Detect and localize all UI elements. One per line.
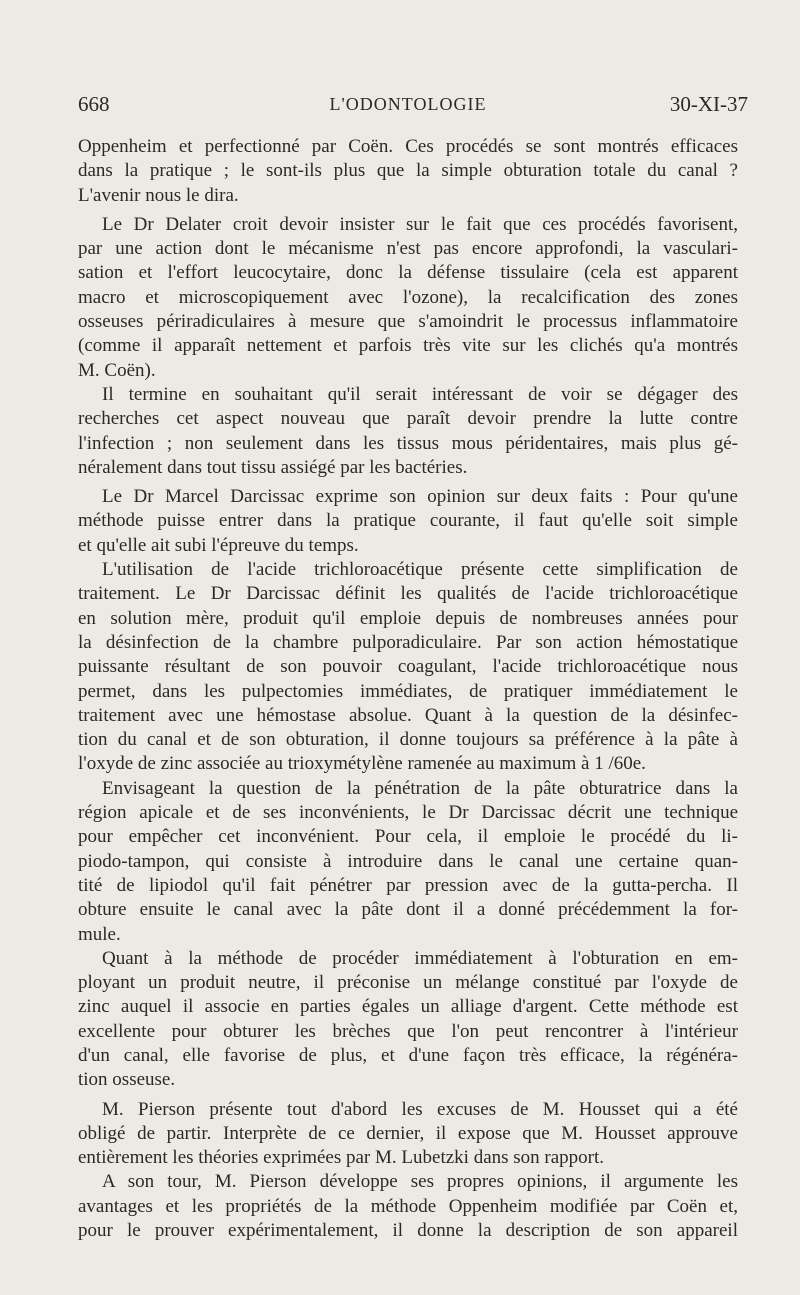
text-line: d'un canal, elle favorise de plus, et d'une façon très efficace, la régénéra- [78,1044,738,1066]
text-line: traitement avec une hémostase absolue. Quant à la question de la désinfec- [78,704,738,726]
text-line: l'infection ; non seulement dans les tissus mous péridentaires, mais plus gé- [78,432,738,454]
text-line: sation et l'effort leucocytaire, donc la défense tissulaire (cela est apparent [78,262,738,284]
text-line: Le Dr Marcel Darcissac exprime son opinion sur deux faits : Pour qu'une [102,486,738,508]
text-line: M. Coën). [78,359,156,381]
text-line: A son tour, M. Pierson développe ses propres opinions, il argumente les [102,1171,738,1193]
text-line: avantages et les propriétés de la méthode Oppenheim modifiée par Coën et, [78,1195,738,1217]
text-line: M. Pierson présente tout d'abord les excuses de M. Housset qui a été [102,1098,738,1120]
text-line: néralement dans tout tissu assiégé par les bactéries. [78,456,468,478]
text-line: Quant à la méthode de procéder immédiatement à l'obturation en em- [102,947,738,969]
text-line: par une action dont le mécanisme n'est pas encore approfondi, la vasculari- [78,238,738,260]
page-number: 668 [78,92,110,116]
text-line: dans la pratique ; le sont-ils plus que la simple obturation totale du canal ? [78,160,738,182]
text-line: Envisageant la question de la pénétration de la pâte obturatrice dans la [102,777,738,799]
issue-date: 30-XI-37 [669,92,748,116]
text-line: méthode puisse entrer dans la pratique courante, il faut qu'elle soit simple [78,510,738,532]
text-line: en solution mère, produit qu'il emploie depuis de nombreuses années pour [78,607,738,629]
text-line: obligé de partir. Interprète de ce dernier, il expose que M. Housset approuve [78,1122,738,1144]
text-line: et qu'elle ait subi l'épreuve du temps. [78,534,359,556]
text-line: puissante résultant de son pouvoir coagulant, l'acide trichloroacétique nous [78,656,738,678]
text-line: macro et microscopiquement avec l'ozone), la recalcification des zones [78,286,738,308]
text-line: tion osseuse. [78,1069,176,1091]
text-line: région apicale et de ses inconvénients, le Dr Darcissac décrit une technique [78,802,738,824]
text-line: mule. [78,923,121,945]
text-line: L'utilisation de l'acide trichloroacétique présente cette simplification de [102,559,738,581]
text-line: entièrement les théories exprimées par M. Lubetzki dans son rapport. [78,1147,605,1169]
text-line: obture ensuite le canal avec la pâte dont il a donné précédemment la for- [78,899,738,921]
running-header [78,92,748,122]
text-line: l'oxyde de zinc associée au trioxymétylène ramenée au maximum à 1 /60e. [78,753,646,775]
text-line: la désinfection de la chambre pulporadiculaire. Par son action hémostatique [78,631,738,653]
text-line: permet, dans les pulpectomies immédiates, de pratiquer immédiatement le [78,680,738,702]
text-line: L'avenir nous le dira. [78,184,239,206]
text-line: excellente pour obturer les brèches que l'on peut rencontrer à l'intérieur [78,1020,738,1042]
body-text [78,135,738,1243]
journal-title: L'ODONTOLOGIE [329,94,487,114]
text-line: ployant un produit neutre, il préconise un mélange constitué par l'oxyde de [78,972,738,994]
text-line: osseuses périradiculaires à mesure que s'amoindrit le processus inflammatoire [78,311,738,333]
text-line: pour le prouver expérimentalement, il donne la description de son appareil [78,1220,738,1242]
text-line: pour empêcher cet inconvénient. Pour cela, il emploie le procédé du li- [78,826,738,848]
text-line: piodo-tampon, qui consiste à introduire dans le canal une certaine quan- [78,850,738,872]
text-line: Oppenheim et perfectionné par Coën. Ces procédés se sont montrés efficaces [78,136,738,157]
text-line: tion du canal et de son obturation, il donne toujours sa préférence à la pâte à [78,729,738,751]
text-line: (comme il apparaît nettement et parfois très vite sur les clichés qu'a montrés [78,335,738,357]
text-line: zinc auquel il associe en parties égales un alliage d'argent. Cette méthode est [78,996,738,1018]
text-line: traitement. Le Dr Darcissac définit les qualités de l'acide trichloroacétique [78,583,738,605]
text-line: Le Dr Delater croit devoir insister sur le fait que ces procédés favorisent, [102,213,738,235]
text-line: recherches cet aspect nouveau que paraît devoir prendre la lutte contre [78,408,738,430]
text-line: Il termine en souhaitant qu'il serait intéressant de voir se dégager des [102,383,738,405]
text-line: tité de lipiodol qu'il fait pénétrer par pression avec de la gutta-percha. Il [78,874,738,896]
